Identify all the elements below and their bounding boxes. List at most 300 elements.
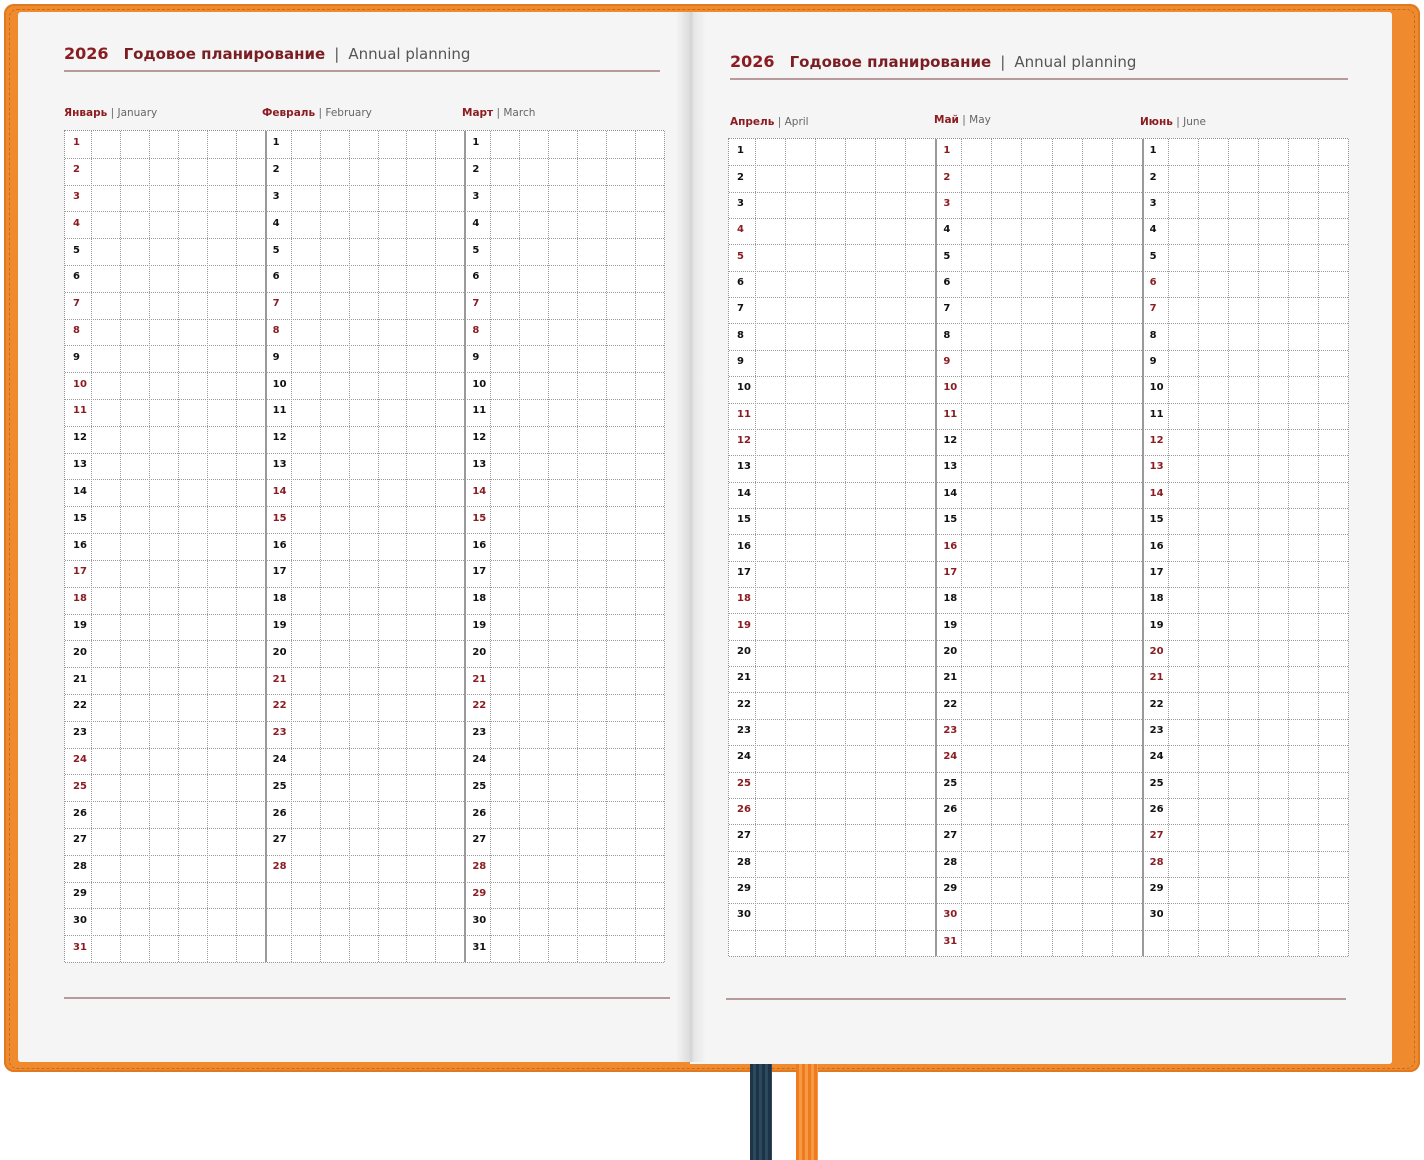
day-number: 26 xyxy=(73,807,87,819)
grid-column-line xyxy=(635,131,636,962)
footer-rule xyxy=(64,997,670,999)
day-number: 9 xyxy=(73,351,80,363)
month-divider xyxy=(1142,139,1144,956)
right-page xyxy=(690,12,1392,1064)
header-title-ru: Годовое планирование xyxy=(123,45,326,63)
grid-column-line xyxy=(236,131,237,962)
grid-row-line xyxy=(729,508,1348,509)
grid-row-line xyxy=(729,403,1348,404)
day-number: 23 xyxy=(737,724,751,736)
grid-row-line xyxy=(729,455,1348,456)
grid-row-line xyxy=(729,587,1348,588)
grid-column-line xyxy=(815,139,816,956)
day-number: 2 xyxy=(1149,171,1157,183)
day-number: 25 xyxy=(472,780,487,792)
day-number: 3 xyxy=(1149,197,1157,209)
day-number: 20 xyxy=(943,645,958,657)
day-number: 15 xyxy=(943,514,958,526)
footer-rule xyxy=(726,998,1346,1000)
day-number: 26 xyxy=(272,807,287,819)
grid-column-line xyxy=(1021,139,1022,956)
day-number: 6 xyxy=(272,271,280,283)
day-number: 12 xyxy=(943,435,958,447)
day-number: 17 xyxy=(737,566,751,578)
month-name-ru: Май xyxy=(934,114,959,126)
day-number: 11 xyxy=(737,408,751,420)
grid-column-line xyxy=(1052,139,1053,956)
day-number: 7 xyxy=(472,298,480,310)
day-number: 11 xyxy=(1149,408,1164,420)
day-number: 12 xyxy=(272,432,287,444)
day-number: 21 xyxy=(272,673,287,685)
day-number: 17 xyxy=(272,566,287,578)
day-number: 1 xyxy=(73,137,80,149)
grid-column-line xyxy=(905,139,906,956)
grid-row-line xyxy=(65,185,664,186)
day-number: 18 xyxy=(943,593,958,605)
day-number: 6 xyxy=(737,276,744,288)
day-number: 17 xyxy=(943,566,958,578)
grid-column-line xyxy=(1082,139,1083,956)
day-number: 1 xyxy=(1149,145,1157,157)
header-title-en: Annual planning xyxy=(1014,53,1137,71)
day-number: 8 xyxy=(943,329,951,341)
day-number: 20 xyxy=(472,646,487,658)
day-number: 14 xyxy=(1149,487,1164,499)
day-number: 8 xyxy=(272,325,280,337)
grid-column-line xyxy=(1258,139,1259,956)
day-number: 18 xyxy=(272,593,287,605)
grid-column-line xyxy=(1288,139,1289,956)
day-number: 26 xyxy=(943,804,958,816)
day-number: 6 xyxy=(472,271,480,283)
day-number: 17 xyxy=(472,566,487,578)
month-separator: | xyxy=(777,116,782,128)
day-number: 30 xyxy=(943,909,958,921)
day-number: 22 xyxy=(1149,698,1164,710)
grid-row-line xyxy=(65,158,664,159)
day-number: 4 xyxy=(943,224,951,236)
grid-row-line xyxy=(65,399,664,400)
day-number: 12 xyxy=(472,432,487,444)
grid-row-line xyxy=(729,297,1348,298)
grid-row-line xyxy=(65,238,664,239)
day-number: 5 xyxy=(1149,250,1157,262)
grid-row-line xyxy=(65,855,664,856)
grid-row-line xyxy=(729,613,1348,614)
day-number: 4 xyxy=(1149,224,1157,236)
day-number: 26 xyxy=(472,807,487,819)
month-separator: | xyxy=(1176,116,1180,128)
day-number: 22 xyxy=(943,698,958,710)
grid-row-line xyxy=(65,935,664,936)
day-number: 7 xyxy=(737,303,744,315)
grid-column-line xyxy=(406,131,407,962)
grid-column-line xyxy=(1318,139,1319,956)
day-number: 1 xyxy=(737,145,744,157)
day-number: 2 xyxy=(272,164,280,176)
header-year: 2026 xyxy=(730,52,775,71)
day-number: 20 xyxy=(272,646,287,658)
day-number: 1 xyxy=(943,145,951,157)
grid-row-line xyxy=(729,244,1348,245)
grid-column-line xyxy=(991,139,992,956)
month-divider xyxy=(464,131,466,962)
grid-row-line xyxy=(65,372,664,373)
grid-row-line xyxy=(65,319,664,320)
day-number: 3 xyxy=(272,191,280,203)
grid-column-line xyxy=(664,131,665,962)
month-name-ru: Июнь xyxy=(1140,116,1173,128)
grid-row-line xyxy=(65,292,664,293)
day-number: 31 xyxy=(472,941,487,953)
day-number: 8 xyxy=(1149,329,1157,341)
month-separator: | xyxy=(110,107,115,119)
month-name-en: April xyxy=(784,116,809,128)
day-number: 14 xyxy=(73,485,87,497)
day-number: 24 xyxy=(472,753,487,765)
day-number: 12 xyxy=(73,432,87,444)
day-number: 16 xyxy=(272,539,287,551)
grid-row-line xyxy=(729,692,1348,693)
day-number: 13 xyxy=(272,459,287,471)
month-name-ru: Январь xyxy=(64,107,108,119)
grid-row-line xyxy=(65,614,664,615)
day-number: 2 xyxy=(73,164,80,176)
day-number: 18 xyxy=(737,593,751,605)
day-number: 2 xyxy=(472,164,480,176)
book-spine-gutter xyxy=(676,12,706,1062)
day-number: 20 xyxy=(1149,645,1164,657)
day-number: 2 xyxy=(943,171,951,183)
grid-row-line xyxy=(729,218,1348,219)
day-number: 22 xyxy=(272,700,287,712)
day-number: 19 xyxy=(737,619,751,631)
left-page xyxy=(18,12,694,1062)
day-number: 27 xyxy=(943,830,958,842)
grid-row-line xyxy=(65,748,664,749)
day-number: 9 xyxy=(472,351,480,363)
grid-row-line xyxy=(65,801,664,802)
grid-row-line xyxy=(729,903,1348,904)
grid-column-line xyxy=(577,131,578,962)
grid-row-line xyxy=(729,798,1348,799)
grid-column-line xyxy=(320,131,321,962)
grid-row-line xyxy=(65,453,664,454)
day-number: 11 xyxy=(472,405,487,417)
day-number: 14 xyxy=(272,485,287,497)
day-number: 30 xyxy=(73,914,87,926)
grid-column-line xyxy=(120,131,121,962)
grid-column-line xyxy=(1348,139,1349,956)
day-number: 16 xyxy=(943,540,958,552)
day-number: 29 xyxy=(472,887,487,899)
grid-column-line xyxy=(548,131,549,962)
day-number: 10 xyxy=(943,382,958,394)
month-name-en: January xyxy=(117,107,158,119)
day-number: 25 xyxy=(272,780,287,792)
day-number: 19 xyxy=(1149,619,1164,631)
month-separator: | xyxy=(318,107,323,119)
grid-column-line xyxy=(1228,139,1229,956)
day-number: 21 xyxy=(472,673,487,685)
day-number: 4 xyxy=(73,217,80,229)
day-number: 24 xyxy=(943,751,958,763)
grid-row-line xyxy=(65,694,664,695)
day-number: 20 xyxy=(737,645,751,657)
day-number: 18 xyxy=(73,593,87,605)
day-number: 28 xyxy=(737,856,751,868)
day-number: 23 xyxy=(272,727,287,739)
day-number: 4 xyxy=(472,217,480,229)
day-number: 10 xyxy=(737,382,751,394)
grid-row-line xyxy=(65,426,664,427)
day-number: 22 xyxy=(737,698,751,710)
day-number: 3 xyxy=(73,191,80,203)
day-number: 22 xyxy=(472,700,487,712)
day-number: 10 xyxy=(1149,382,1164,394)
grid-row-line xyxy=(729,824,1348,825)
day-number: 24 xyxy=(737,751,751,763)
day-number: 7 xyxy=(1149,303,1157,315)
day-number: 13 xyxy=(1149,461,1164,473)
day-number: 17 xyxy=(1149,566,1164,578)
month-name-en: June xyxy=(1183,116,1206,128)
day-number: 9 xyxy=(272,351,280,363)
grid-column-line xyxy=(1198,139,1199,956)
day-number: 11 xyxy=(73,405,87,417)
day-number: 21 xyxy=(737,672,751,684)
grid-row-line xyxy=(65,211,664,212)
month-label-january xyxy=(64,107,157,119)
grid-row-line xyxy=(729,561,1348,562)
day-number: 16 xyxy=(1149,540,1164,552)
planning-grid-q1 xyxy=(64,130,664,962)
day-number: 28 xyxy=(943,856,958,868)
day-number: 15 xyxy=(737,514,751,526)
grid-column-line xyxy=(606,131,607,962)
grid-column-line xyxy=(207,131,208,962)
day-number: 13 xyxy=(737,461,751,473)
day-number: 20 xyxy=(73,646,87,658)
day-number: 10 xyxy=(472,378,487,390)
grid-row-line xyxy=(729,271,1348,272)
month-label-may xyxy=(934,114,991,126)
month-separator: | xyxy=(962,114,966,126)
day-number: 16 xyxy=(737,540,751,552)
grid-row-line xyxy=(729,851,1348,852)
grid-column-line xyxy=(519,131,520,962)
day-number: 23 xyxy=(472,727,487,739)
day-number: 27 xyxy=(1149,830,1164,842)
grid-row-line xyxy=(65,587,664,588)
month-label-april xyxy=(730,116,809,128)
month-label-march xyxy=(462,107,535,119)
grid-column-line xyxy=(149,131,150,962)
day-number: 5 xyxy=(272,244,280,256)
day-number: 18 xyxy=(472,593,487,605)
header-separator: | xyxy=(334,45,340,63)
grid-row-line xyxy=(729,930,1348,931)
day-number: 4 xyxy=(272,217,280,229)
day-number: 13 xyxy=(472,459,487,471)
day-number: 10 xyxy=(272,378,287,390)
day-number: 23 xyxy=(1149,724,1164,736)
grid-row-line xyxy=(65,908,664,909)
month-name-en: May xyxy=(969,114,991,126)
day-number: 30 xyxy=(1149,909,1164,921)
day-number: 6 xyxy=(1149,276,1157,288)
day-number: 29 xyxy=(73,887,87,899)
header-title-en: Annual planning xyxy=(348,45,471,63)
day-number: 11 xyxy=(272,405,287,417)
header-rule xyxy=(730,78,1348,80)
grid-row-line xyxy=(65,345,664,346)
day-number: 14 xyxy=(472,485,487,497)
grid-row-line xyxy=(729,376,1348,377)
day-number: 9 xyxy=(943,356,951,368)
day-number: 5 xyxy=(737,250,744,262)
grid-row-line xyxy=(729,350,1348,351)
day-number: 30 xyxy=(737,909,751,921)
grid-row-line xyxy=(65,962,664,963)
day-number: 27 xyxy=(73,834,87,846)
bookmark-ribbon-navy[interactable] xyxy=(750,1064,772,1160)
day-number: 15 xyxy=(272,512,287,524)
grid-row-line xyxy=(65,533,664,534)
day-number: 10 xyxy=(73,378,87,390)
day-number: 25 xyxy=(737,777,751,789)
month-name-en: March xyxy=(503,107,536,119)
day-number: 27 xyxy=(272,834,287,846)
day-number: 27 xyxy=(472,834,487,846)
day-number: 21 xyxy=(73,673,87,685)
day-number: 28 xyxy=(472,861,487,873)
day-number: 27 xyxy=(737,830,751,842)
header-rule xyxy=(64,70,660,72)
header-title-ru: Годовое планирование xyxy=(789,53,992,71)
grid-row-line xyxy=(729,192,1348,193)
grid-row-line xyxy=(729,165,1348,166)
grid-row-line xyxy=(729,534,1348,535)
day-number: 18 xyxy=(1149,593,1164,605)
grid-column-line xyxy=(1112,139,1113,956)
day-number: 26 xyxy=(737,804,751,816)
day-number: 19 xyxy=(73,619,87,631)
day-number: 23 xyxy=(73,727,87,739)
grid-row-line xyxy=(65,265,664,266)
day-number: 17 xyxy=(73,566,87,578)
grid-row-line xyxy=(65,479,664,480)
header-separator: | xyxy=(1000,53,1006,71)
month-name-ru: Март xyxy=(462,107,494,119)
day-number: 6 xyxy=(943,276,951,288)
grid-column-line xyxy=(875,139,876,956)
day-number: 24 xyxy=(1149,751,1164,763)
day-number: 26 xyxy=(1149,804,1164,816)
grid-row-line xyxy=(729,666,1348,667)
day-number: 22 xyxy=(73,700,87,712)
grid-row-line xyxy=(65,774,664,775)
day-number: 5 xyxy=(73,244,80,256)
day-number: 13 xyxy=(943,461,958,473)
day-number: 15 xyxy=(472,512,487,524)
day-number: 19 xyxy=(472,619,487,631)
grid-row-line xyxy=(65,506,664,507)
grid-row-line xyxy=(729,640,1348,641)
month-divider xyxy=(265,131,267,962)
month-label-february xyxy=(262,107,372,119)
day-number: 30 xyxy=(472,914,487,926)
day-number: 31 xyxy=(73,941,87,953)
day-number: 7 xyxy=(272,298,280,310)
right-page-header xyxy=(730,52,1136,71)
grid-row-line xyxy=(729,772,1348,773)
bookmark-ribbon-orange[interactable] xyxy=(796,1064,818,1160)
day-number: 5 xyxy=(472,244,480,256)
day-number: 11 xyxy=(943,408,958,420)
day-number: 16 xyxy=(472,539,487,551)
day-number: 25 xyxy=(73,780,87,792)
grid-row-line xyxy=(729,956,1348,957)
grid-row-line xyxy=(65,828,664,829)
grid-column-line xyxy=(435,131,436,962)
grid-row-line xyxy=(729,323,1348,324)
day-number: 28 xyxy=(1149,856,1164,868)
day-number: 15 xyxy=(73,512,87,524)
grid-column-line xyxy=(349,131,350,962)
day-number: 13 xyxy=(73,459,87,471)
day-number: 31 xyxy=(943,935,958,947)
grid-row-line xyxy=(65,882,664,883)
day-number: 3 xyxy=(472,191,480,203)
day-number: 12 xyxy=(737,435,751,447)
day-number: 15 xyxy=(1149,514,1164,526)
day-number: 21 xyxy=(1149,672,1164,684)
month-separator: | xyxy=(496,107,501,119)
grid-row-line xyxy=(729,719,1348,720)
day-number: 8 xyxy=(472,325,480,337)
day-number: 29 xyxy=(737,883,751,895)
day-number: 7 xyxy=(73,298,80,310)
grid-row-line xyxy=(65,560,664,561)
day-number: 9 xyxy=(1149,356,1157,368)
month-name-ru: Февраль xyxy=(262,107,316,119)
day-number: 1 xyxy=(472,137,480,149)
grid-row-line xyxy=(65,721,664,722)
grid-column-line xyxy=(178,131,179,962)
grid-row-line xyxy=(729,877,1348,878)
grid-column-line xyxy=(785,139,786,956)
grid-row-line xyxy=(65,640,664,641)
day-number: 4 xyxy=(737,224,744,236)
left-page-header xyxy=(64,44,470,63)
day-number: 16 xyxy=(73,539,87,551)
day-number: 25 xyxy=(1149,777,1164,789)
month-name-ru: Апрель xyxy=(730,116,775,128)
day-number: 29 xyxy=(943,883,958,895)
planning-grid-q2 xyxy=(728,138,1348,956)
day-number: 14 xyxy=(737,487,751,499)
day-number: 28 xyxy=(272,861,287,873)
day-number: 14 xyxy=(943,487,958,499)
grid-row-line xyxy=(729,429,1348,430)
day-number: 7 xyxy=(943,303,951,315)
month-divider xyxy=(935,139,937,956)
day-number: 25 xyxy=(943,777,958,789)
header-year: 2026 xyxy=(64,44,109,63)
day-number: 8 xyxy=(73,325,80,337)
